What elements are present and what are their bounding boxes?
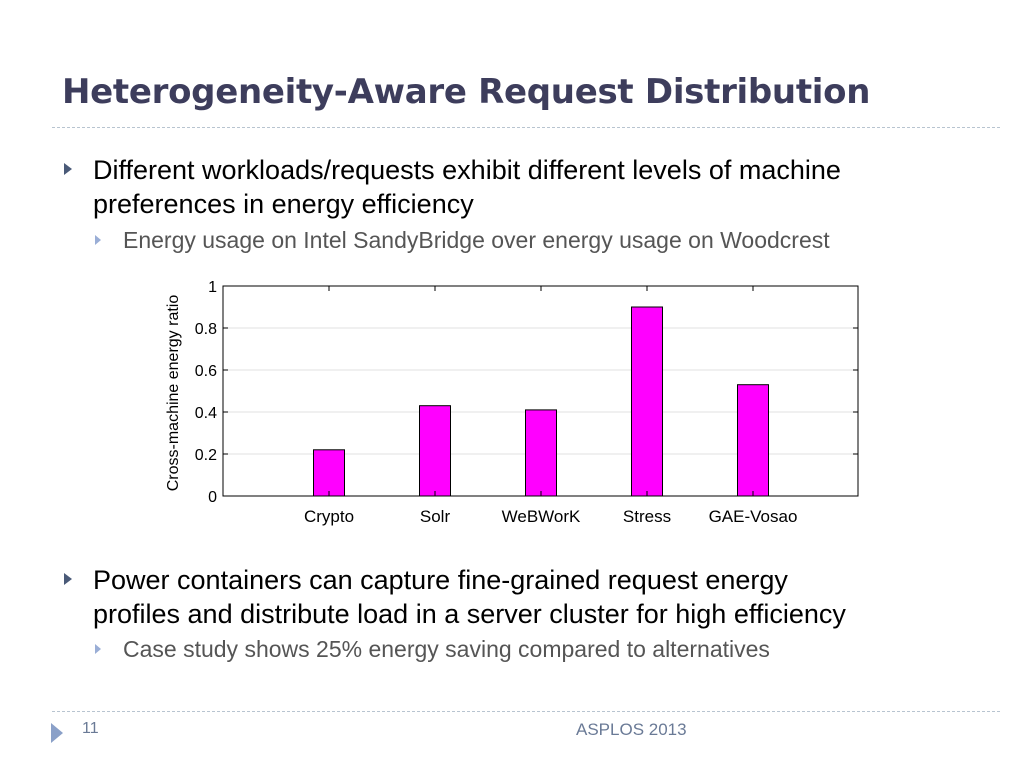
sub-bullet-2 [95,634,770,664]
x-tick-label: GAE-Vosao [708,507,798,526]
sub-bullet-1-text: Energy usage on Intel SandyBridge over energy usage on Woodcrest [123,227,830,253]
sub-bullet-triangle-icon [95,235,101,245]
y-tick-label: 0.6 [194,363,217,380]
sub-bullet-triangle-icon [95,644,101,654]
bullet-2-line-1: Power containers can capture fine-grained request energy [93,565,788,595]
bullet-1-line-1: Different workloads/requests exhibit different levels of machine [93,155,841,185]
bar-crypto [314,450,345,496]
y-tick-label: 0.4 [194,405,217,422]
y-tick-label: 0.2 [194,447,217,464]
bar-solr [420,406,451,496]
sub-bullet-1 [95,225,830,255]
chart-bars [314,307,769,496]
bullet-2 [64,563,846,631]
bar-gae-vosao [738,385,769,496]
x-tick-label: Solr [419,507,451,526]
bar-stress [632,307,663,496]
bullet-1 [64,153,841,221]
x-tick-label: Crypto [303,507,355,526]
y-axis-label: Cross-machine energy ratio [165,294,182,492]
bar-webwork [526,410,557,496]
y-tick-label: 1 [208,279,217,296]
sub-bullet-2-text: Case study shows 25% energy saving compared to alternatives [123,636,770,662]
slide-title: Heterogeneity-Aware Request Distribution [62,72,871,112]
footer-triangle-icon [51,723,63,743]
bullet-2-text [93,563,846,631]
bullet-2-line-2: profiles and distribute load in a server cluster for high efficiency [93,599,846,629]
footer-text: ASPLOS 2013 [576,720,687,739]
energy-ratio-chart [150,260,870,545]
title-divider [52,127,1000,128]
bullet-triangle-icon [64,573,72,585]
bullet-triangle-icon [64,163,72,175]
bullet-1-text [93,153,841,221]
x-tick-label: Stress [622,507,672,526]
x-tick-label: WeBWorK [501,507,581,526]
footer-divider [52,711,1000,712]
y-tick-label: 0.8 [194,321,217,338]
bullet-1-line-2: preferences in energy efficiency [93,189,474,219]
page-number: 11 [82,720,99,737]
y-tick-label: 0 [208,489,217,506]
